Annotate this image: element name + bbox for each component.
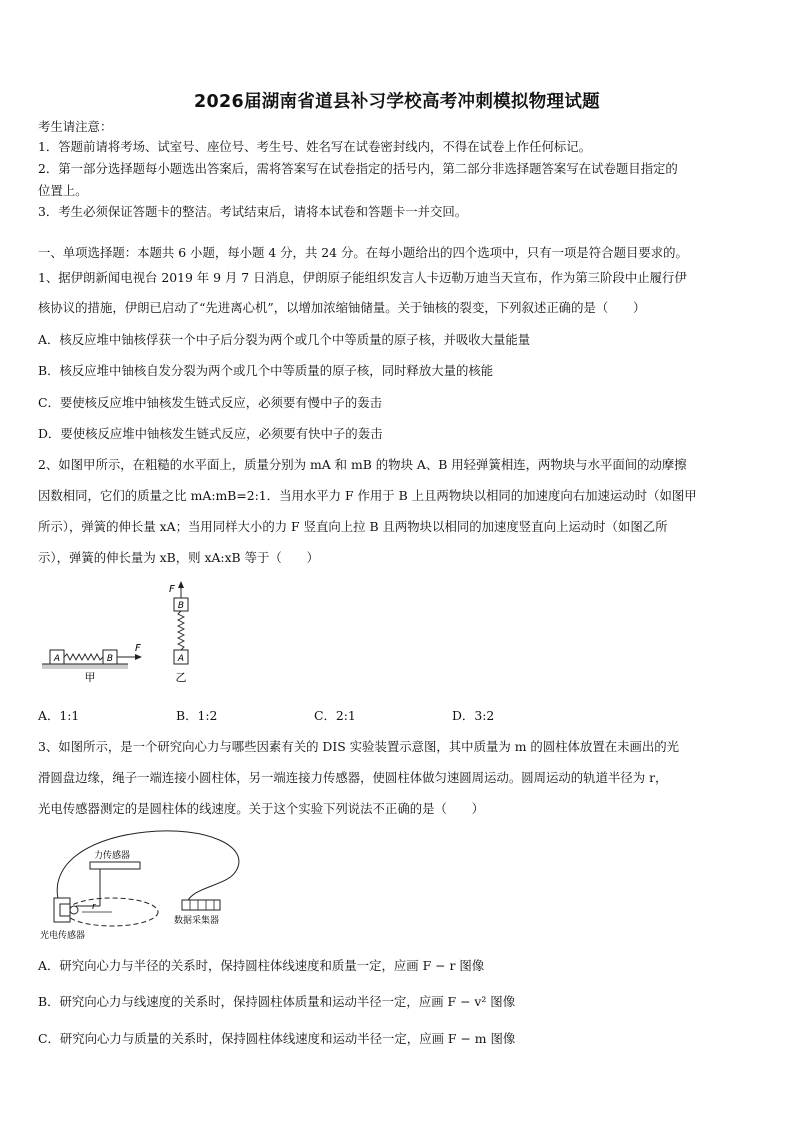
force-arrowhead-vertical — [178, 581, 184, 588]
data-collector-label: 数据采集器 — [174, 916, 220, 926]
q2-option-a: A．1:1 — [38, 708, 80, 723]
q1-line-2: 核协议的措施，伊朗已启动了“先进离心机”，以增加浓缩铀储量。关于铀核的裂变，下列叙述正确的是（ ） — [38, 300, 646, 315]
notice-heading: 考生请注意： — [38, 119, 113, 134]
q2-option-d: D．3:2 — [452, 708, 495, 723]
q3-figure — [36, 826, 266, 946]
figure-label-yi: 乙 — [175, 671, 187, 684]
sensor-cable — [57, 831, 239, 908]
block-b-vertical-label: B — [177, 601, 185, 611]
q3-option-a: A．研究向心力与半径的关系时，保持圆柱体线速度和质量一定，应画 F − r 图像 — [38, 958, 485, 973]
block-a-vertical-label: A — [177, 654, 185, 664]
photo-sensor-label: 光电传感器 — [40, 931, 86, 941]
page-title: 2026届湖南省道县补习学校高考冲刺模拟物理试题 — [194, 92, 600, 112]
force-arrowhead-horizontal — [135, 654, 142, 660]
q1-line-1: 1、据伊朗新闻电视台 2019 年 9 月 7 日消息，伊朗原子能组织发言人卡迈勒万迪当天宣布，作为第三阶段中止履行伊 — [38, 270, 687, 285]
q3-line-2: 滑圆盘边缘，绳子一端连接小圆柱体，另一端连接力传感器，使圆柱体做匀速圆周运动。圆周运动的轨道半径为 r， — [38, 770, 668, 785]
radius-label: r — [92, 902, 96, 912]
spring-horizontal — [64, 654, 103, 660]
q3-option-b: B．研究向心力与线速度的关系时，保持圆柱体质量和运动半径一定，应画 F − v² 图像 — [38, 994, 516, 1009]
q2-line-1: 2、如图甲所示，在粗糙的水平面上，质量分别为 mA 和 mB 的物块 A、B 用轻弹簧相连，两物块与水平面间的动摩擦 — [38, 457, 687, 472]
cylinder — [70, 906, 78, 914]
q2-option-c: C．2:1 — [314, 708, 356, 723]
notice-item-1: 1．答题前请将考场、试室号、座位号、考生号、姓名写在试卷密封线内，不得在试卷上作任何标记。 — [38, 139, 592, 154]
q1-option-b: B．核反应堆中铀核自发分裂为两个或几个中等质量的原子核，同时释放大量的核能 — [38, 363, 494, 378]
q2-figure — [38, 578, 218, 688]
q2-option-b: B．1:2 — [176, 708, 218, 723]
force-label-vertical: F — [169, 584, 175, 595]
q3-line-3: 光电传感器测定的是圆柱体的线速度。关于这个实验下列说法不正确的是（ ） — [38, 801, 485, 816]
q2-line-4: 示），弹簧的伸长量为 xB，则 xA:xB 等于（ ） — [38, 550, 319, 565]
notice-item-3: 3．考生必须保证答题卡的整洁。考试结束后，请将本试卷和答题卡一并交回。 — [38, 204, 468, 219]
q1-option-c: C．要使核反应堆中铀核发生链式反应，必须要有慢中子的轰击 — [38, 395, 383, 410]
q1-option-d: D．要使核反应堆中铀核发生链式反应，必须要有快中子的轰击 — [38, 426, 383, 441]
notice-item-2-cont: 位置上。 — [38, 183, 88, 198]
force-sensor-label: 力传感器 — [94, 851, 131, 861]
force-label-horizontal: F — [135, 643, 141, 654]
spring-vertical — [178, 611, 184, 650]
notice-item-2: 2．第一部分选择题每小题选出答案后，需将答案写在试卷指定的括号内，第二部分非选择题答案写在试卷题目指定的 — [38, 161, 678, 176]
q3-option-c: C．研究向心力与质量的关系时，保持圆柱体线速度和运动半径一定，应画 F − m 图像 — [38, 1031, 516, 1046]
q2-line-3: 所示），弹簧的伸长量 xA；当用同样大小的力 F 竖直向上拉 B 且两物块以相同的加速度竖直向上运动时（如图乙所 — [38, 519, 668, 534]
block-b-label: B — [106, 654, 114, 664]
photo-sensor-slot — [60, 904, 70, 916]
force-sensor-box — [90, 862, 140, 869]
q1-option-a: A．核反应堆中铀核俘获一个中子后分裂为两个或几个中等质量的原子核，并吸收大量能量 — [38, 332, 531, 347]
figure-label-jia: 甲 — [84, 671, 96, 684]
block-a-label: A — [53, 654, 61, 664]
q3-line-1: 3、如图所示，是一个研究向心力与哪些因素有关的 DIS 实验装置示意图，其中质量为 m 的圆柱体放置在未画出的光 — [38, 739, 680, 754]
ground-hatch — [42, 664, 128, 669]
q2-line-2: 因数相同，它们的质量之比 mA:mB=2:1．当用水平力 F 作用于 B 上且两物块以相同的加速度向右加速运动时（如图甲 — [38, 488, 697, 503]
section-heading: 一、单项选择题：本题共 6 小题，每小题 4 分，共 24 分。在每小题给出的四个选项中，只有一项是符合题目要求的。 — [38, 245, 688, 260]
